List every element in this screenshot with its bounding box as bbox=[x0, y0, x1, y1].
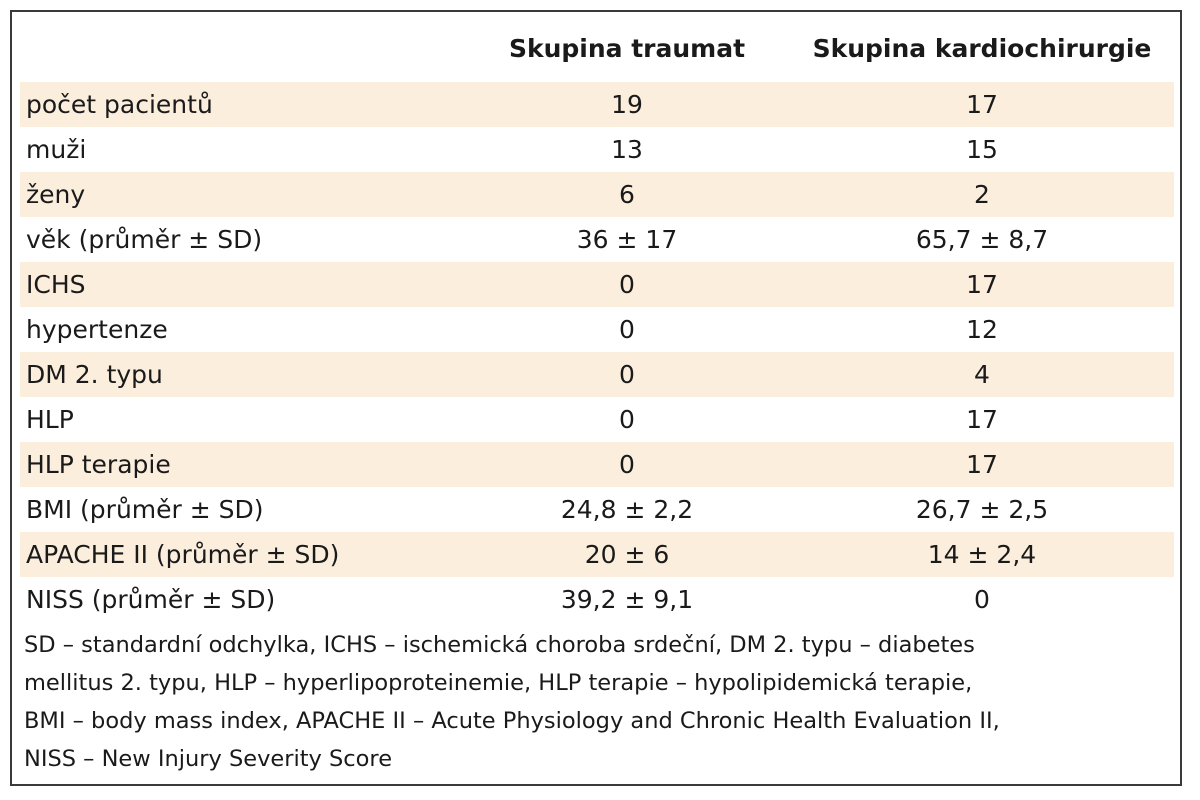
row-label: NISS (průměr ± SD) bbox=[26, 585, 276, 614]
table-row bbox=[20, 172, 1174, 217]
cell-cardio: 12 bbox=[966, 315, 998, 344]
cell-cardio: 2 bbox=[974, 180, 990, 209]
cell-cardio: 17 bbox=[966, 90, 998, 119]
table-row bbox=[20, 397, 1174, 442]
cell-cardio: 0 bbox=[974, 585, 990, 614]
table-body bbox=[20, 82, 1174, 622]
footnote-line: mellitus 2. typu, HLP – hyperlipoproteinemie, HLP terapie – hypolipidemická terapie, bbox=[24, 670, 973, 696]
row-label: hypertenze bbox=[26, 315, 168, 344]
cell-cardio: 14 ± 2,4 bbox=[927, 540, 1037, 569]
cell-trauma: 24,8 ± 2,2 bbox=[560, 495, 694, 524]
cell-cardio: 65,7 ± 8,7 bbox=[915, 225, 1049, 254]
table-row bbox=[20, 487, 1174, 532]
row-label: muži bbox=[26, 135, 87, 164]
footnote-line: BMI – body mass index, APACHE II – Acute Physiology and Chronic Health Evaluation II, bbox=[24, 708, 1000, 734]
table-row bbox=[20, 577, 1174, 622]
row-label: APACHE II (průměr ± SD) bbox=[26, 540, 340, 569]
cell-cardio: 4 bbox=[974, 360, 990, 389]
row-label: DM 2. typu bbox=[26, 360, 163, 389]
cell-trauma: 6 bbox=[619, 180, 635, 209]
row-label: ženy bbox=[26, 180, 86, 209]
footnote-line: SD – standardní odchylka, ICHS – ischemická choroba srdeční, DM 2. typu – diabetes bbox=[24, 632, 975, 658]
table-row bbox=[20, 217, 1174, 262]
cell-cardio: 26,7 ± 2,5 bbox=[915, 495, 1049, 524]
cell-trauma: 0 bbox=[619, 405, 635, 434]
row-label: HLP terapie bbox=[26, 450, 171, 479]
table-row bbox=[20, 442, 1174, 487]
cell-trauma: 13 bbox=[611, 135, 643, 164]
cell-cardio: 15 bbox=[966, 135, 998, 164]
table-frame bbox=[10, 10, 1182, 786]
cell-trauma: 0 bbox=[619, 360, 635, 389]
row-label: ICHS bbox=[26, 270, 86, 299]
cell-trauma: 20 ± 6 bbox=[584, 540, 670, 569]
row-label: věk (průměr ± SD) bbox=[26, 225, 263, 254]
column-header-trauma: Skupina traumat bbox=[508, 34, 746, 63]
column-header-cardio: Skupina kardiochirurgie bbox=[812, 34, 1152, 63]
cell-trauma: 36 ± 17 bbox=[576, 225, 678, 254]
table-row bbox=[20, 262, 1174, 307]
footnote-line: NISS – New Injury Severity Score bbox=[24, 746, 393, 772]
table-row bbox=[20, 82, 1174, 127]
table-footnote bbox=[24, 626, 1174, 778]
table-row bbox=[20, 127, 1174, 172]
cell-trauma: 19 bbox=[611, 90, 643, 119]
row-label: BMI (průměr ± SD) bbox=[26, 495, 264, 524]
cell-trauma: 39,2 ± 9,1 bbox=[560, 585, 694, 614]
table-row bbox=[20, 352, 1174, 397]
table-row bbox=[20, 532, 1174, 577]
row-label: počet pacientů bbox=[26, 90, 213, 119]
row-label: HLP bbox=[26, 405, 74, 434]
cell-trauma: 0 bbox=[619, 450, 635, 479]
cell-cardio: 17 bbox=[966, 405, 998, 434]
cell-trauma: 0 bbox=[619, 270, 635, 299]
cell-cardio: 17 bbox=[966, 270, 998, 299]
table-header bbox=[12, 12, 1180, 80]
table-row bbox=[20, 307, 1174, 352]
cell-cardio: 17 bbox=[966, 450, 998, 479]
cell-trauma: 0 bbox=[619, 315, 635, 344]
